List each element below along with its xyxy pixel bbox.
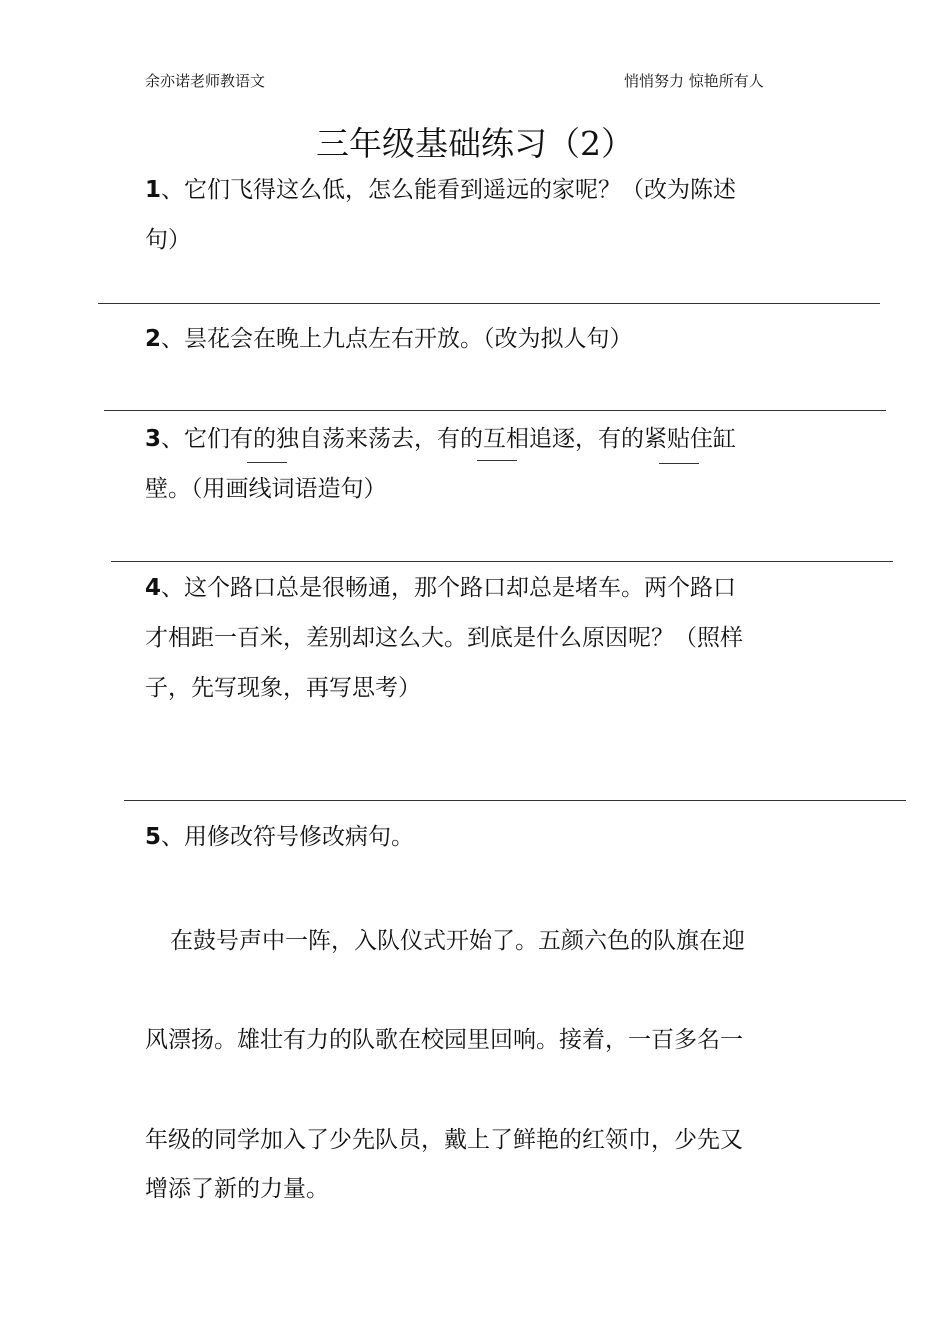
question-1-number: 1: [145, 177, 162, 203]
underline-mark-2: [477, 460, 517, 461]
question-3: [145, 414, 736, 514]
question-4: [145, 563, 743, 713]
question-2-number: 2: [145, 326, 162, 352]
question-2-text-1: 、昙花会在晚上九点左右开放。（改为拟人句）: [161, 326, 633, 352]
question-1-line-1: [145, 165, 736, 215]
passage-line-3: 年级的同学加入了少先队员，戴上了鲜艳的红领巾，少先又: [145, 1127, 743, 1153]
question-4-text-1: 、这个路口总是很畅通，那个路口却总是堵车。两个路口: [161, 575, 737, 601]
passage-line-4: 增添了新的力量。: [145, 1176, 329, 1202]
answer-line-1: [98, 303, 880, 304]
question-2-line-1: [145, 314, 633, 364]
underline-mark-1: [247, 462, 287, 463]
question-4-number: 4: [145, 575, 162, 601]
answer-line-3: [111, 561, 893, 562]
question-1-text-2: 句）: [145, 227, 191, 253]
question-5-text-1: 、用修改符号修改病句。: [161, 824, 415, 850]
question-5: [145, 812, 414, 862]
header-right-text: 悄悄努力 惊艳所有人: [624, 72, 764, 90]
question-1: [145, 165, 736, 265]
question-3-number: 3: [145, 426, 162, 452]
underline-mark-3: [659, 463, 699, 464]
page-title: 三年级基础练习（2）: [316, 124, 634, 163]
question-2: [145, 314, 633, 364]
question-3-text-1: 、它们有的独自荡来荡去，有的互相追逐，有的紧贴住缸: [161, 426, 737, 452]
question-5-number: 5: [145, 824, 162, 850]
answer-line-2: [104, 410, 886, 411]
question-4-text-2: 才相距一百米，差别却这么大。到底是什么原因呢？（照样: [145, 625, 743, 651]
question-1-text-1: 、它们飞得这么低，怎么能看到遥远的家呢？（改为陈述: [161, 177, 737, 203]
question-3-line-1: [145, 414, 736, 464]
header-left-text: 余亦诺老师教语文: [145, 72, 266, 90]
question-3-text-2: 壁。（用画线词语造句）: [145, 476, 387, 502]
passage-line-1: 在鼓号声中一阵，入队仪式开始了。五颜六色的队旗在迎: [170, 928, 745, 954]
passage-line-2: 风漂扬。雄壮有力的队歌在校园里回响。接着，一百多名一: [145, 1027, 743, 1053]
question-4-line-1: [145, 563, 743, 613]
answer-line-4: [124, 800, 906, 801]
question-4-text-3: 子，先写现象，再写思考）: [145, 675, 421, 701]
question-5-line-1: [145, 812, 414, 862]
